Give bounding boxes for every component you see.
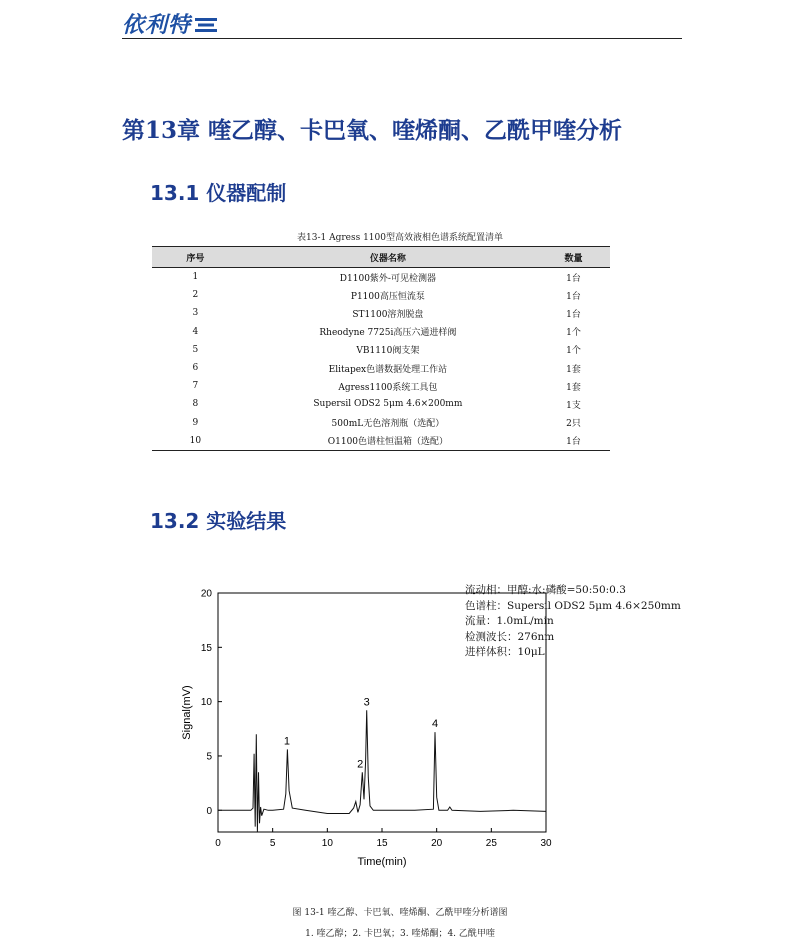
cell-name: ST1100溶剂脱盘	[352, 309, 424, 320]
cell-no: 9	[192, 417, 199, 428]
cell-name: 500mL无色溶剂瓶（选配）	[331, 419, 445, 430]
table-row	[152, 414, 610, 432]
cell-qty: 1台	[566, 273, 581, 284]
cell-name: Supersil ODS2 5μm 4.6×200mm	[313, 399, 463, 410]
cell-no: 6	[192, 363, 199, 374]
column-header-qty: 数量	[537, 247, 610, 268]
y-axis-label: Signal(mV)	[181, 685, 193, 740]
cell-qty: 1台	[566, 309, 581, 320]
table-row	[152, 268, 610, 287]
x-axis-label: Time(min)	[357, 856, 407, 868]
cell-no: 1	[192, 272, 199, 283]
x-tick-label: 20	[431, 838, 443, 849]
x-tick-label: 15	[376, 838, 388, 849]
x-tick-label: 0	[215, 838, 221, 849]
table-row	[152, 341, 610, 359]
cell-name: Agress1100系统工具包	[338, 382, 438, 393]
table-header-row	[152, 247, 610, 268]
cell-qty: 2只	[566, 419, 581, 430]
figure-legend: 1. 喹乙醇；2. 卡巴氧；3. 喹烯酮；4. 乙酰甲喹	[305, 929, 495, 939]
x-tick-label: 5	[269, 838, 276, 849]
cell-name: O1100色谱柱恒温箱（选配）	[239, 432, 537, 451]
cell-qty: 1支	[566, 400, 581, 411]
table-caption: 表13-1 Agress 1100型高效液相色谱系统配置清单	[297, 233, 503, 243]
y-tick-label: 15	[200, 642, 212, 654]
condition-injection-volume: 进样体积：10μL	[465, 646, 545, 658]
table-row	[152, 359, 610, 377]
cell-qty: 1个	[566, 346, 581, 357]
peak-label: 2	[357, 758, 364, 771]
condition-wavelength: 检测波长：276nm	[465, 630, 555, 643]
peak-label: 1	[283, 735, 290, 748]
cell-no: 10	[152, 432, 239, 451]
cell-name: P1100高压恒流泵	[350, 291, 425, 302]
cell-name: VB1110阀支架	[356, 346, 420, 357]
condition-flow-rate: 流量：1.0mL/min	[465, 615, 554, 627]
equipment-table	[152, 246, 610, 451]
cell-qty: 1台	[566, 291, 581, 302]
cell-qty: 1台	[537, 432, 610, 451]
cell-no: 5	[192, 344, 199, 355]
table-row	[152, 304, 610, 322]
table-row	[152, 286, 610, 304]
table-row	[152, 323, 610, 341]
x-tick-label: 30	[540, 838, 552, 849]
y-tick-label: 5	[206, 751, 212, 763]
condition-column: 色谱柱：Supersil ODS2 5μm 4.6×250mm	[465, 599, 681, 612]
cell-no: 7	[192, 381, 199, 392]
cell-no: 8	[192, 399, 199, 410]
cell-qty: 1个	[566, 328, 581, 339]
cell-name: Rheodyne 7725i高压六通进样阀	[319, 328, 457, 339]
cell-no: 4	[192, 326, 199, 337]
cell-qty: 1套	[566, 364, 581, 375]
peak-label: 3	[363, 696, 370, 709]
cell-qty: 1套	[566, 382, 581, 393]
section-title-results: 13.2 实验结果	[150, 509, 287, 533]
company-logo	[122, 8, 217, 39]
y-tick-label: 20	[200, 588, 212, 600]
condition-mobile-phase: 流动相：甲醇:水:磷酸=50:50:0.3	[465, 584, 626, 596]
header-rule	[122, 38, 682, 39]
y-tick-label: 10	[200, 697, 212, 709]
y-tick-label: 0	[206, 805, 212, 817]
cell-no: 3	[192, 308, 199, 319]
x-tick-label: 10	[321, 838, 333, 849]
section-title-instruments: 13.1 仪器配制	[150, 181, 287, 205]
cell-no: 2	[192, 290, 199, 301]
table-row	[152, 377, 610, 395]
figure-caption: 图 13-1 喹乙醇、卡巴氧、喹烯酮、乙酰甲喹分析谱图	[292, 908, 508, 918]
peak-label: 4	[431, 718, 439, 731]
table-row	[152, 432, 610, 451]
column-header-no: 序号	[152, 247, 239, 268]
chromatography-conditions	[465, 583, 681, 661]
logo-text: 依利特	[122, 13, 192, 38]
cell-name: D1100紫外-可见检测器	[339, 273, 436, 284]
column-header-name: 仪器名称	[239, 247, 537, 268]
chromatogram-trace	[218, 710, 546, 832]
table-body	[152, 268, 610, 451]
x-tick-label: 25	[485, 838, 497, 849]
cell-name: Elitapex色谱数据处理工作站	[328, 364, 448, 375]
logo-lines-icon	[195, 14, 217, 39]
chapter-title: 第13章 喹乙醇、卡巴氧、喹烯酮、乙酰甲喹分析	[122, 117, 623, 144]
table-row	[152, 395, 610, 413]
